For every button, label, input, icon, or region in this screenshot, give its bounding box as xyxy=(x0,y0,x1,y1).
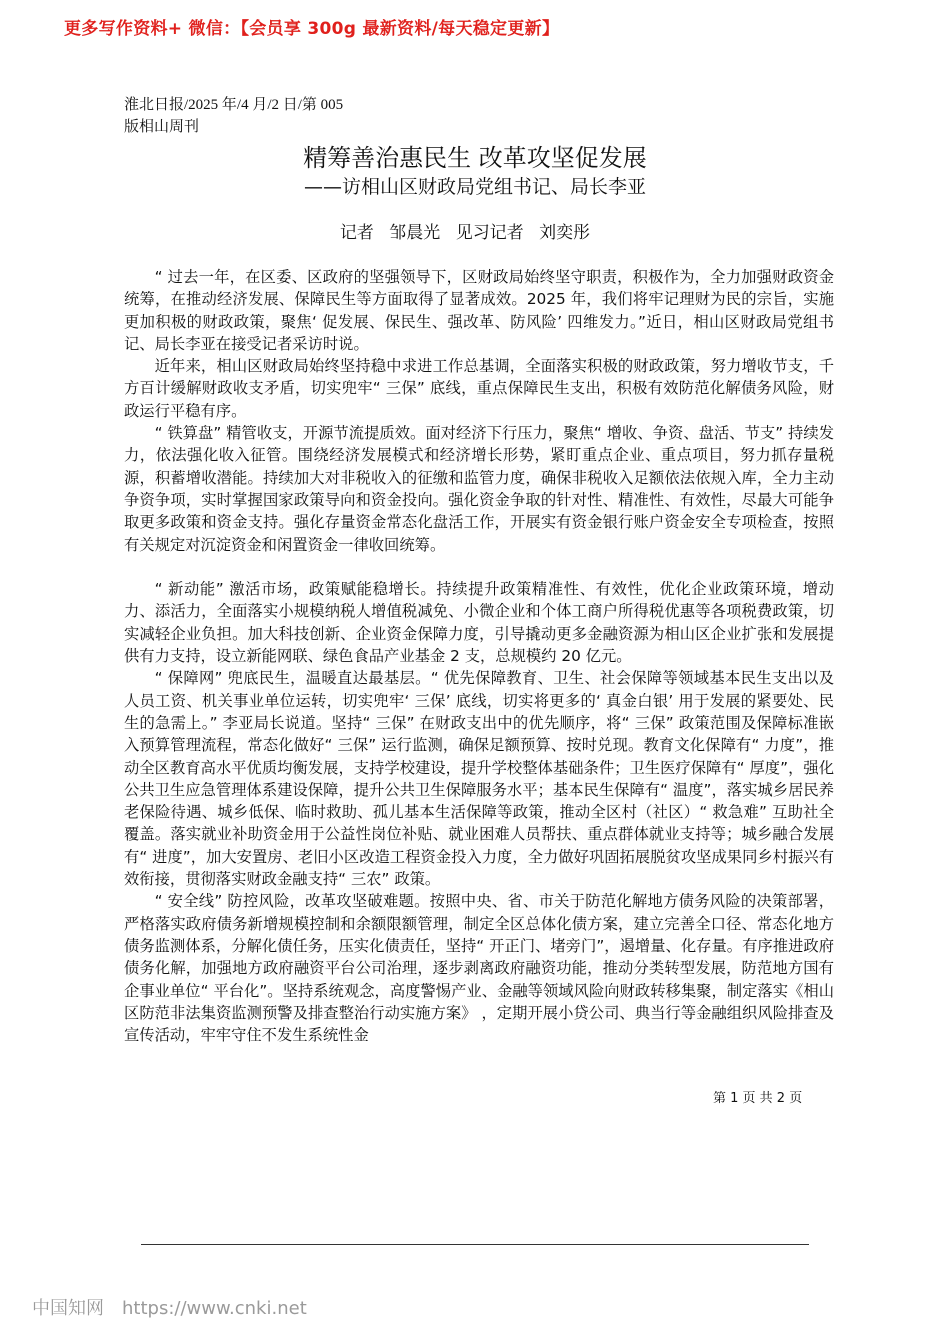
cnki-watermark xyxy=(32,1294,325,1320)
paragraph: “ 新动能” 激活市场，政策赋能稳增长。持续提升政策精准性、有效性，优化企业政策环境，增动力、添活力，全面落实小规模纳税人增值税减免、小微企业和个体工商户所得税优惠等各项税费政策，切实减轻企业负担。加大科技创新、企业资金保障力度，引导撬动更多金融资源为相山区企业扩张和发展提供有力支持，设立新能网联、绿色食品产业基金 2 支，总规模约 20 亿元。 xyxy=(124,580,834,666)
page-number: 第 1 页 共 2 页 xyxy=(713,1091,803,1106)
paragraph: “ 保障网” 兜底民生，温暖直达最基层。“ 优先保障教育、卫生、社会保障等领域基本民生支出以及人员工资、机关事业单位运转，切实兜牢‘ 三保’ 底线，切实将更多的‘ 真金白银’ 用于发展的紧要处、民生的急需上。” 李亚局长说道。坚持“ 三保” 在财政支出中的优先顺序，将“ 三保” 政策范围及保障标准嵌入预算管理流程，常态化做好“ 三保” 运行监测，确保足额预算、按时兑现。教育文化保障有“ 力度”，推动全区教育高水平优质均衡发展，支持学校建设，提升学校整体基础条件；卫生医疗保障有“ 厚度”，强化公共卫生应急管理体系建设保障，提升公共卫生保障服务水平；基本民生保障有“ 温度”，落实城乡居民养老保险待遇、城乡低保、临时救助、孤儿基本生活保障等政策，推动全区村（社区）“ 救急难” 互助社全覆盖。落实就业补助资金用于公益性岗位补贴、就业困难人员帮扶、重点群体就业支持等；城乡融合发展有“ 进度”，加大安置房、老旧小区改造工程资金投入力度，全力做好巩固拓展脱贫攻坚成果同乡村振兴有效衔接，贯彻落实财政金融支持“ 三农” 政策。 xyxy=(124,669,834,889)
paragraph: “ 铁算盘” 精管收支，开源节流提质效。面对经济下行压力，聚焦“ 增收、争资、盘活、节支” 持续发力，依法强化收入征管。围绕经济发展模式和经济增长形势，紧盯重点企业、重点项目，努力抓存量税源，积蓄增收潜能。持续加大对非税收入的征缴和监管力度，确保非税收入足额依法依规入库，全力主动争资争项，实时掌握国家政策导向和资金投向。强化资金争取的针对性、精准性、有效性，尽最大可能争取更多政策和资金支持。强化存量资金常态化盘活工作，开展实有资金银行账户资金安全专项检查，按照有关规定对沉淀资金和闲置资金一律收回统筹。 xyxy=(124,424,834,554)
footer-divider xyxy=(141,1244,809,1245)
watermark-brand: 中国知网 xyxy=(32,1298,104,1319)
source-line-1: 淮北日报/2025 年/4 月/2 日/第 005 xyxy=(124,97,344,113)
watermark-url: https://www.cnki.net xyxy=(122,1298,307,1319)
paragraph: “ 安全线” 防控风险，改革攻坚破难题。按照中央、省、市关于防范化解地方债务风险的决策部署，严格落实政府债务新增规模控制和余额限额管理，制定全区总体化债方案，建立完善全口径、常态化地方债务监测体系，分解化债任务，压实化债责任，坚持“ 开正门、堵旁门”，遏增量、化存量。有序推进政府债务化解，加强地方政府融资平台公司治理，逐步剥离政府融资功能，推动分类转型发展，防范地方国有企事业单位“ 平台化”。坚持系统观念，高度警惕产业、金融等领域风险向财政转移集聚，制定落实《相山区防范非法集资监测预警及排查整治行动实施方案》 ，定期开展小贷公司、典当行等金融组织风险排查及宣传活动，牢牢守住不发生系统性金 xyxy=(124,892,834,1045)
source-line-2: 版相山周刊 xyxy=(124,119,200,135)
article-subtitle: ——访相山区财政局党组书记、局长李亚 xyxy=(303,176,646,198)
byline: 记者 邹晨光 见习记者 刘奕彤 xyxy=(339,223,591,243)
article-body xyxy=(124,266,834,1046)
source-info xyxy=(124,94,343,138)
paragraph: 近年来，相山区财政局始终坚持稳中求进工作总基调，全面落实积极的财政政策，努力增收节支，千方百计缓解财政收支矛盾，切实兜牢“ 三保” 底线，重点保障民生支出，积极有效防范化解债务风险，财政运行平稳有序。 xyxy=(124,357,834,420)
promo-banner: 更多写作资料+ 微信：【会员享 300g 最新资料/每天稳定更新】 xyxy=(64,19,560,39)
paragraph: “ 过去一年，在区委、区政府的坚强领导下，区财政局始终坚守职责，积极作为，全力加强财政资金统筹，在推动经济发展、保障民生等方面取得了显著成效。2025 年，我们将牢记理财为民的宗旨，实施更加积极的财政政策，聚焦‘ 促发展、保民生、强改革、防风险’ 四维发力。”近日，相山区财政局党组书记、局长李亚在接受记者采访时说。 xyxy=(124,268,834,353)
article-title: 精筹善治惠民生 改革攻坚促发展 xyxy=(303,144,647,172)
